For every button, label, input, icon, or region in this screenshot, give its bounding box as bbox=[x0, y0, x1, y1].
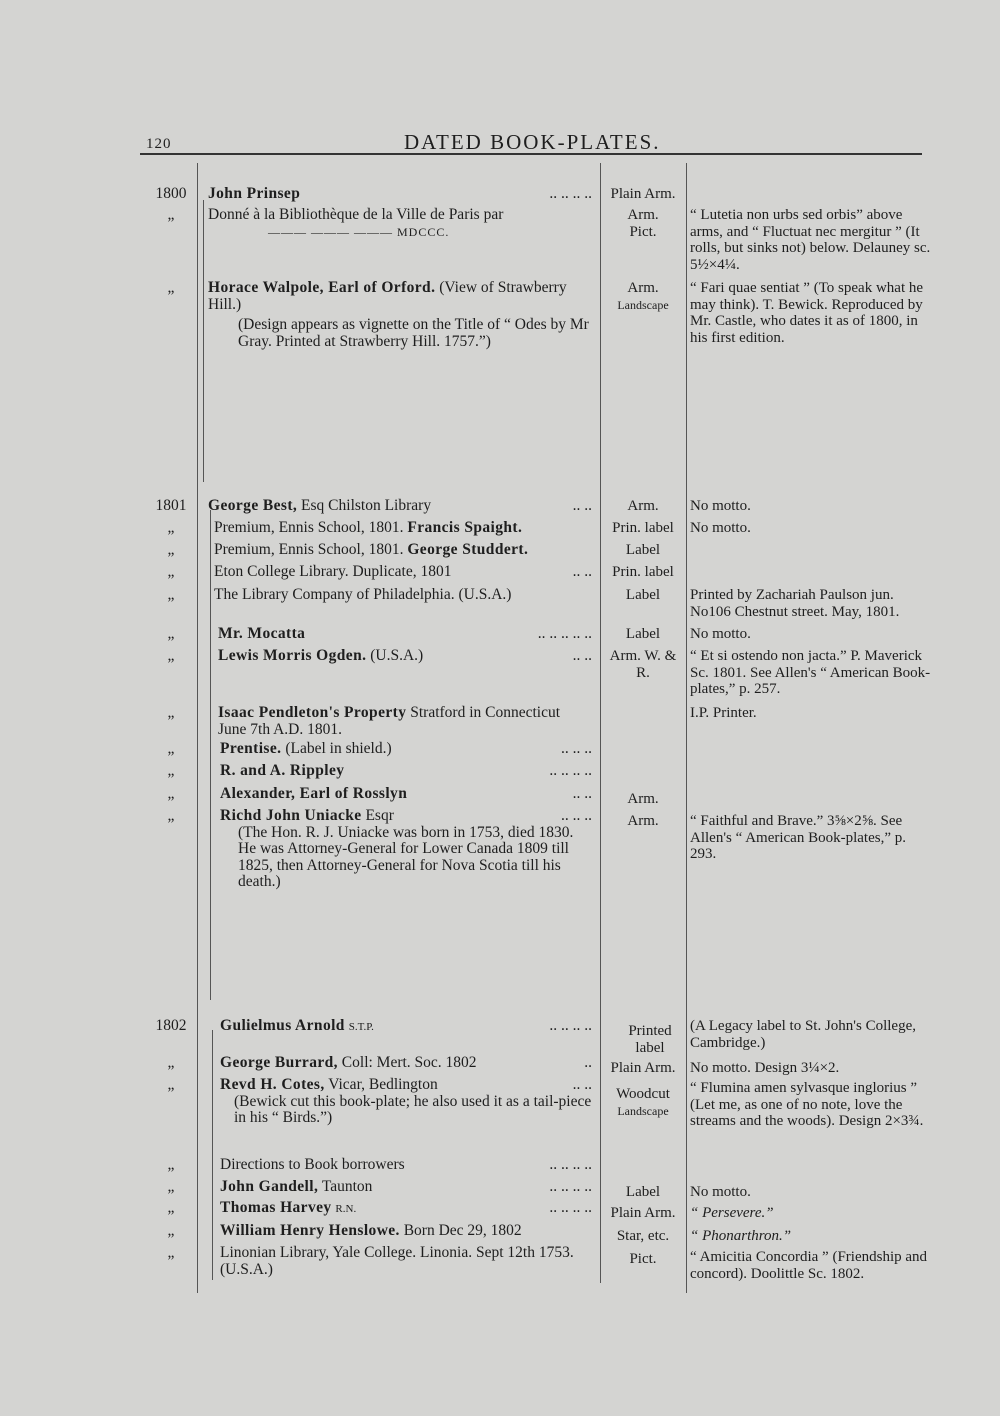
entry-note: No motto. bbox=[690, 1184, 751, 1200]
entry-name: Linonian Library, Yale College. Linonia. Sept 12th 1753. (U.S.A.) bbox=[220, 1244, 574, 1278]
entry-description: Prin. label bbox=[612, 564, 674, 580]
entry-name: Premium, Ennis School, 1801. Francis Spaight. bbox=[214, 519, 523, 536]
entry-note: “ Fari quae sentiat ” (To speak what he may think). T. Bewick. Reproduced by Mr. Castle, who dates it as of 1800, in his first edition. bbox=[690, 280, 924, 346]
entry-year: 1800 bbox=[155, 185, 187, 202]
entry-year: „ bbox=[167, 1244, 175, 1261]
entry-note: “ Phonarthron.” bbox=[690, 1228, 792, 1244]
entry-name: Premium, Ennis School, 1801. George Studdert. bbox=[214, 541, 529, 558]
entry-name: William Henry Henslowe. Born Dec 29, 1802 bbox=[220, 1222, 522, 1239]
entry-year: „ bbox=[167, 647, 175, 664]
entry-description: Plain Arm. bbox=[610, 1205, 676, 1221]
entry-year: „ bbox=[167, 563, 175, 580]
entry-year: „ bbox=[167, 1076, 175, 1093]
entry-name: Horace Walpole, Earl of Orford. (View of Strawberry Hill.) (Design appears as vignette on the Title of “ Odes by Mr Gray. Printed at Strawberry Hill. 1757.”) bbox=[208, 279, 589, 350]
entry-name: Mr. Mocatta .. .. .. .. .. bbox=[218, 625, 592, 642]
entry-name: Thomas Harvey R.N. .. .. .. .. bbox=[220, 1199, 592, 1216]
entry-year: „ bbox=[167, 206, 175, 223]
entry-name: Alexander, Earl of Rosslyn .. .. bbox=[220, 785, 592, 802]
entry-description: Arm. Landscape bbox=[617, 280, 669, 312]
entry-description: Printed label bbox=[628, 1023, 672, 1056]
entry-description: Arm. W. & R. bbox=[609, 648, 677, 681]
entry-year: „ bbox=[167, 1178, 175, 1195]
entry-note: “ Lutetia non urbs sed orbis” above arms, and “ Fluctuat nec mergitur ” (It rolls, but sinks not) below. Delauney sc. 5½×4¼. bbox=[690, 207, 931, 273]
entry-note: “ Et si ostendo non jacta.” P. Maverick Sc. 1801. See Allen's “ American Book-plates,” p. 257. bbox=[690, 648, 931, 697]
entry-note: “ Flumina amen sylvasque inglorius ” (Let me, as one of no note, love the streams and the woods). Design 2×3¾. bbox=[690, 1080, 924, 1129]
entry-name: John Gandell, Taunton .. .. .. .. bbox=[220, 1178, 592, 1195]
entry-year: „ bbox=[167, 762, 175, 779]
entry-description: Label bbox=[625, 542, 661, 558]
entry-description: Prin. label bbox=[612, 520, 674, 536]
entry-note: (A Legacy label to St. John's College, Cambridge.) bbox=[690, 1018, 916, 1051]
entry-name: The Library Company of Philadelphia. (U.S.A.) bbox=[214, 586, 512, 603]
entry-name: Donné à la Bibliothèque de la Ville de Paris par ——— ——— ——— MDCCC. bbox=[208, 206, 504, 239]
entry-note: No motto. bbox=[690, 626, 751, 642]
entry-name: Isaac Pendleton's Property Stratford in Connecticut June 7th A.D. 1801. bbox=[218, 704, 561, 738]
column-rule-year bbox=[197, 163, 198, 1293]
entry-name: John Prinsep .. .. .. .. bbox=[208, 185, 592, 202]
entry-year: „ bbox=[167, 1156, 175, 1173]
column-rule-name-1801 bbox=[210, 510, 211, 1000]
entry-note: “ Persevere.” bbox=[690, 1205, 774, 1221]
entry-name: George Best, Esq Chilston Library .. .. bbox=[208, 497, 592, 514]
entry-description: Star, etc. bbox=[616, 1228, 670, 1244]
entry-year: „ bbox=[167, 1054, 175, 1071]
entry-year: „ bbox=[167, 1222, 175, 1239]
entry-year: „ bbox=[167, 704, 175, 721]
column-rule-desc-right bbox=[686, 163, 687, 1293]
column-rule-name-1800 bbox=[203, 200, 204, 482]
running-head: DATED BOOK-PLATES. bbox=[404, 130, 661, 154]
entry-description: Plain Arm. bbox=[610, 186, 676, 202]
column-rule-desc-left bbox=[600, 163, 601, 1283]
entry-name: Prentise. (Label in shield.) .. .. .. bbox=[220, 740, 592, 757]
entry-name: Revd H. Cotes, Vicar, Bedlington .. .. (Bewick cut this book-plate; he also used it as a tail-piece in his “ Birds.”) bbox=[220, 1076, 592, 1126]
entry-name: Richd John Uniacke Esqr .. .. .. (The Hon. R. J. Uniacke was born in 1753, died 1830. He was Attorney-General for Lower Canada 1809 till 1825, then Attorney-General for Nova Scotia till his death.) bbox=[220, 807, 592, 890]
entry-description: Arm. Pict. bbox=[627, 207, 659, 240]
entry-year: „ bbox=[167, 740, 175, 757]
entry-description: Arm. bbox=[627, 791, 659, 807]
entry-year: „ bbox=[167, 519, 175, 536]
entry-description: Label bbox=[625, 626, 661, 642]
entry-description: Woodcut Landscape bbox=[616, 1086, 670, 1118]
entry-year: „ bbox=[167, 625, 175, 642]
entry-year: 1801 bbox=[155, 497, 187, 514]
entry-year: „ bbox=[167, 541, 175, 558]
entry-description: Arm. bbox=[627, 498, 659, 514]
entry-description: Arm. bbox=[627, 813, 659, 829]
entry-year: „ bbox=[167, 785, 175, 802]
entry-note: “ Faithful and Brave.” 3⅝×2⅝. See Allen's “ American Book-plates,” p. 293. bbox=[690, 813, 906, 862]
entry-description: Label bbox=[625, 587, 661, 603]
entry-note: No motto. Design 3¼×2. bbox=[690, 1060, 840, 1076]
entry-description: Plain Arm. bbox=[610, 1060, 676, 1076]
entry-name: Gulielmus Arnold S.T.P. .. .. .. .. bbox=[220, 1017, 592, 1034]
entry-description: Pict. bbox=[629, 1251, 657, 1267]
entry-description: Label bbox=[625, 1184, 661, 1200]
column-rule-name-1802 bbox=[212, 1030, 213, 1280]
entry-year: 1802 bbox=[155, 1017, 187, 1034]
entry-name: R. and A. Rippley .. .. .. .. bbox=[220, 762, 592, 779]
entry-name: Directions to Book borrowers .. .. .. .. bbox=[220, 1156, 592, 1173]
entry-name: Eton College Library. Duplicate, 1801 .. .. bbox=[214, 563, 592, 580]
entry-name: Lewis Morris Ogden. (U.S.A.) .. .. bbox=[218, 647, 592, 664]
entry-note: Printed by Zachariah Paulson jun. No106 Chestnut street. May, 1801. bbox=[690, 587, 900, 620]
entry-name: George Burrard, Coll: Mert. Soc. 1802 .. bbox=[220, 1054, 592, 1071]
header-rule bbox=[140, 153, 922, 155]
entry-year: „ bbox=[167, 1199, 175, 1216]
entry-year: „ bbox=[167, 279, 175, 296]
page-number: 120 bbox=[146, 136, 172, 152]
entry-note: No motto. bbox=[690, 498, 751, 514]
entry-note: No motto. bbox=[690, 520, 751, 536]
entry-note: I.P. Printer. bbox=[690, 705, 757, 721]
entry-year: „ bbox=[167, 586, 175, 603]
entry-year: „ bbox=[167, 807, 175, 824]
entry-note: “ Amicitia Concordia ” (Friendship and concord). Doolittle Sc. 1802. bbox=[690, 1249, 928, 1282]
